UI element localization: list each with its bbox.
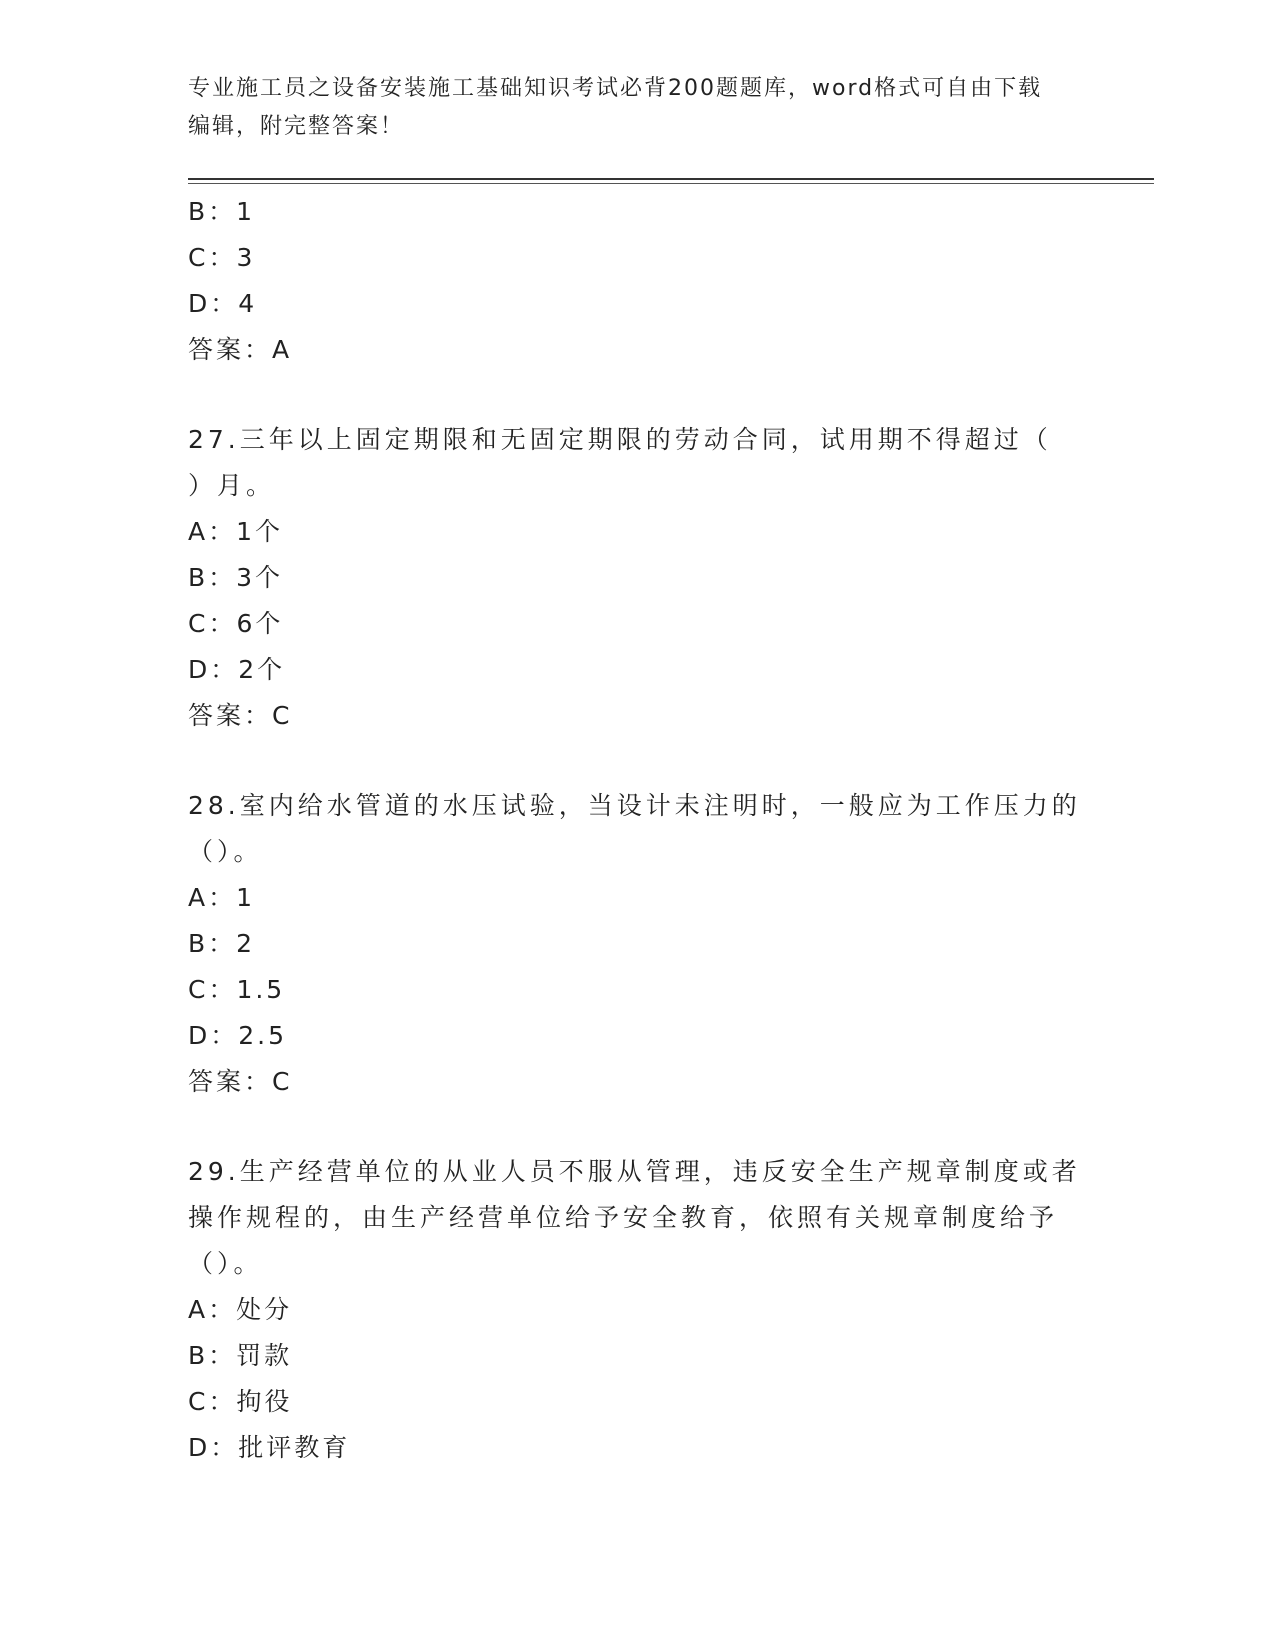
option-d: D：2个 (188, 655, 286, 684)
header-rule-thick (188, 178, 1154, 180)
header-rule-thin (188, 183, 1154, 184)
spacer (188, 739, 1088, 783)
document-body (188, 189, 1088, 1471)
spacer (188, 373, 1088, 417)
option-c: C：6个 (188, 609, 284, 638)
prev-question (188, 189, 1088, 373)
answer: 答案：A (188, 335, 293, 364)
question-28 (188, 783, 1088, 1105)
question-text: （）。 (188, 1249, 263, 1278)
question-text: （）。 (188, 837, 263, 866)
option-d: D：批评教育 (188, 1433, 351, 1462)
option-c: C：3 (188, 243, 256, 272)
option-c: C：拘役 (188, 1387, 293, 1416)
header-line-2: 编辑，附完整答案！ (188, 114, 405, 139)
answer: 答案：C (188, 701, 293, 730)
question-text: 操作规程的，由生产经营单位给予安全教育，依照有关规章制度给予 (188, 1203, 1059, 1232)
option-d: D：4 (188, 289, 258, 318)
question-text: 27.三年以上固定期限和无固定期限的劳动合同，试用期不得超过（ (188, 425, 1052, 454)
option-b: B：罚款 (188, 1341, 293, 1370)
header-line-1: 专业施工员之设备安装施工基础知识考试必背200题题库，word格式可自由下载 (188, 76, 1043, 101)
answer: 答案：C (188, 1067, 293, 1096)
spacer (188, 1105, 1088, 1149)
option-c: C：1.5 (188, 975, 286, 1004)
option-a: A：1个 (188, 517, 284, 546)
question-text: ）月。 (188, 471, 276, 500)
option-b: B：3个 (188, 563, 284, 592)
option-a: A：处分 (188, 1295, 293, 1324)
option-b: B：1 (188, 197, 256, 226)
option-d: D：2.5 (188, 1021, 288, 1050)
page-header (188, 70, 1068, 146)
question-27 (188, 417, 1088, 739)
option-b: B：2 (188, 929, 256, 958)
option-a: A：1 (188, 883, 256, 912)
question-text: 28.室内给水管道的水压试验，当设计未注明时，一般应为工作压力的 (188, 791, 1081, 820)
question-29 (188, 1149, 1088, 1471)
question-text: 29.生产经营单位的从业人员不服从管理，违反安全生产规章制度或者 (188, 1157, 1081, 1186)
